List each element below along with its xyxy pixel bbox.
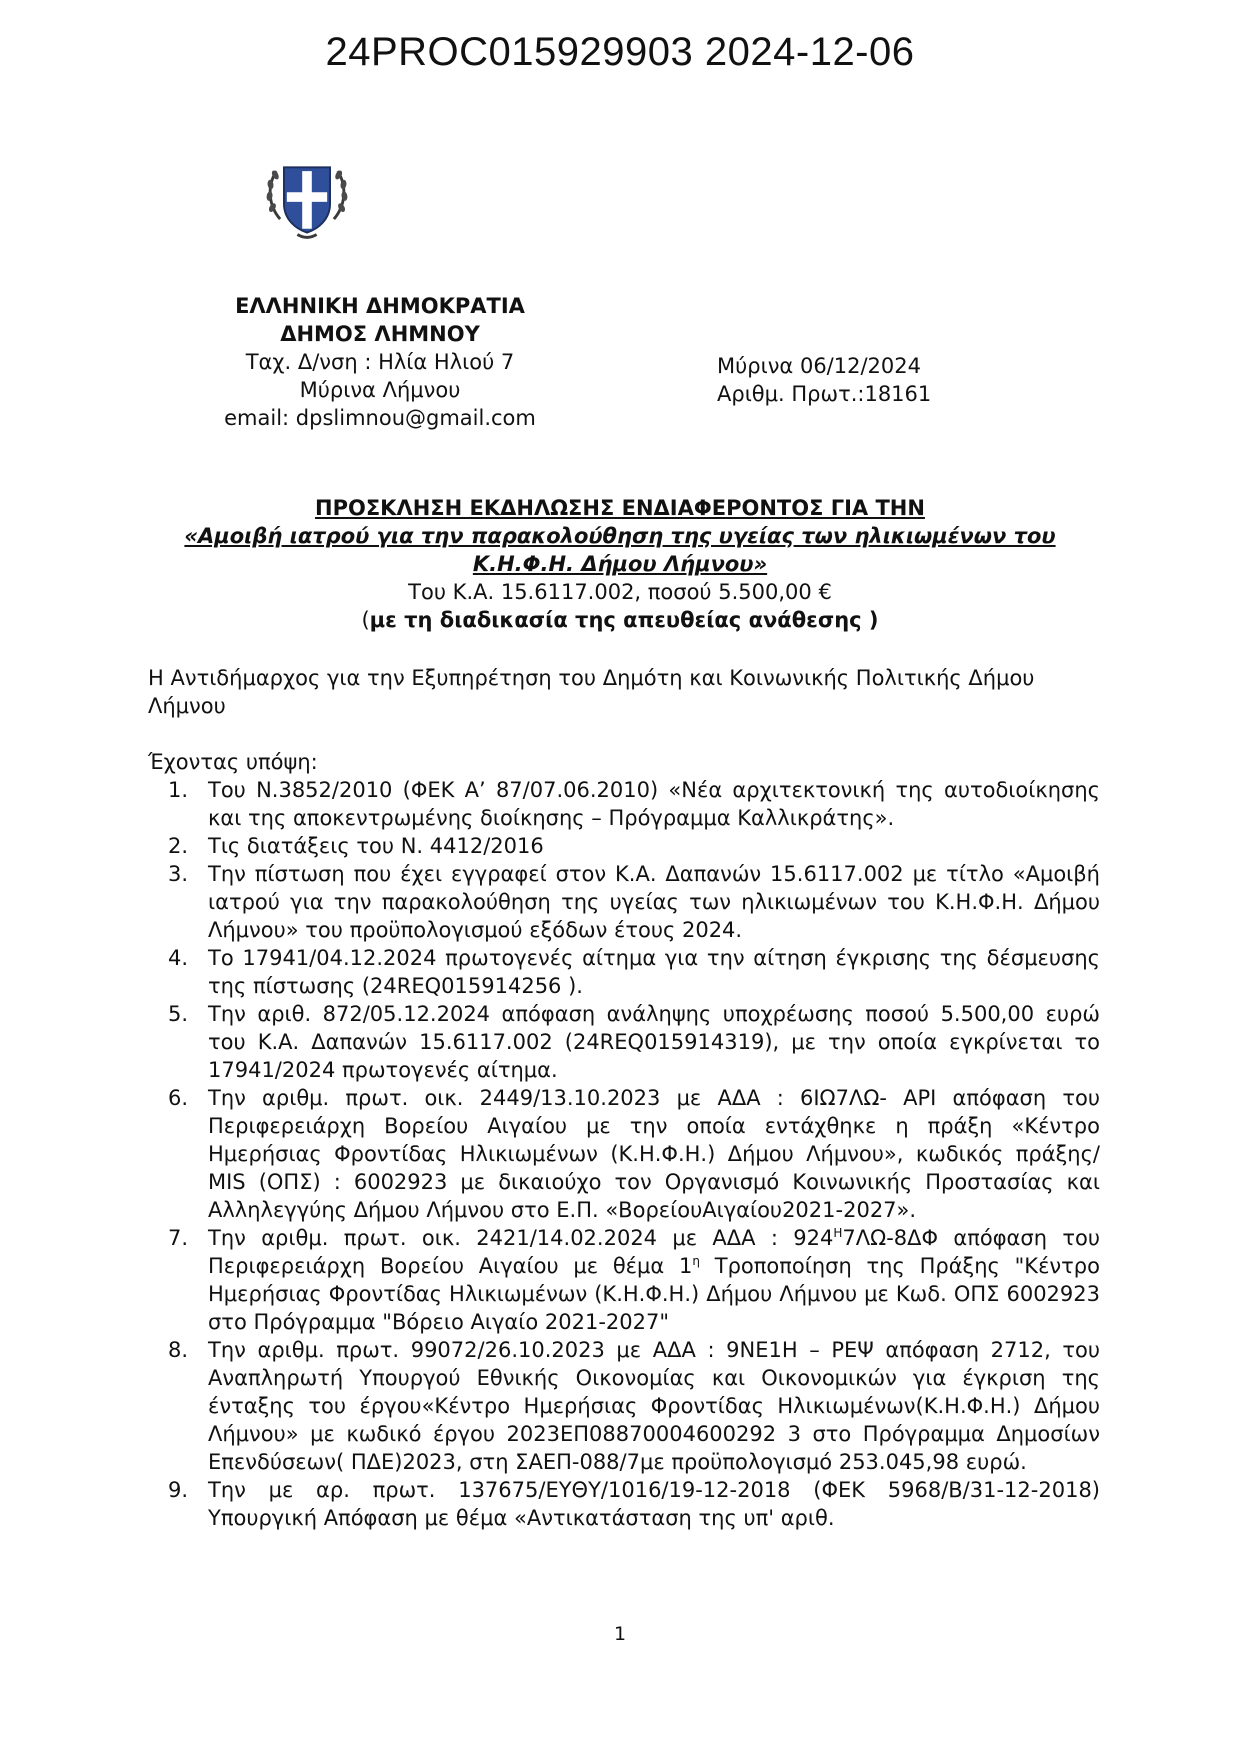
item-number: 9. bbox=[168, 1478, 189, 1502]
procedure-line bbox=[140, 606, 1100, 634]
superscript: η bbox=[692, 1254, 700, 1268]
procedure-paren: ( bbox=[361, 608, 370, 632]
list-item bbox=[148, 860, 1100, 944]
item-number: 5. bbox=[168, 1002, 189, 1026]
item-text: Την αριθμ. πρωτ. 99072/26.10.2023 με ΑΔΑ : 9ΝΕ1Η – ΡΕΨ απόφαση 2712, του Αναπληρωτή Υπουργού Εθνικής Οικονομίας και Οικονομικών για έγκριση της ένταξης του έργου«Κέντρο Ημερήσιας Φροντίδας Ηλικιωμένων(Κ.Η.Φ.Η.) Δήμου Λήμνου» με κωδικό έργου 2023ΕΠ08870004600292 3 στο Πρόγραμμα Δημοσίων Επενδύσεων( ΠΔΕ)2023, στη ΣΑΕΠ-088/7με προϋπολογισμό 253.045,98 ευρώ. bbox=[208, 1338, 1100, 1474]
list-item bbox=[148, 1224, 1100, 1336]
budget-code-line: Του Κ.Α. 15.6117.002, ποσού 5.500,00 € bbox=[408, 580, 832, 604]
considerations-list bbox=[148, 776, 1100, 1532]
item-text: Την με αρ. πρωτ. 137675/ΕΥΘΥ/1016/19-12-2018 (ΦΕΚ 5968/Β/31-12-2018) Υπουργική Απόφαση με θέμα «Αντικατάσταση της υπ' αριθ. bbox=[208, 1478, 1100, 1530]
list-item bbox=[148, 1084, 1100, 1224]
item-text: Τις διατάξεις του Ν. 4412/2016 bbox=[208, 834, 544, 858]
postal-address: Ταχ. Δ/νση : Ηλία Ηλιού 7 bbox=[245, 350, 515, 374]
item-number: 6. bbox=[168, 1086, 189, 1110]
item-text: Του Ν.3852/2010 (ΦΕΚ Α’ 87/07.06.2010) «Νέα αρχιτεκτονική της αυτοδιοίκησης και της αποκεντρωμένης διοίκησης – Πρόγραμμα Καλλικράτης». bbox=[208, 778, 1100, 830]
title-subject-line2: Κ.Η.Φ.Η. Δήμου Λήμνου» bbox=[472, 552, 768, 576]
email-address: email: dpslimnou@gmail.com bbox=[224, 406, 536, 430]
superscript: Η bbox=[833, 1226, 843, 1240]
item-number: 8. bbox=[168, 1338, 189, 1362]
item-text bbox=[208, 1226, 1100, 1334]
item-text-part: Την αριθμ. πρωτ. οικ. 2421/14.02.2024 με ΑΔΑ : 924 bbox=[208, 1226, 834, 1250]
sender-block bbox=[180, 292, 580, 432]
item-text-part: Τροποποίηση της Πράξης "Κέντρο Ημερήσιας Φροντίδας Ηλικιωμένων (Κ.Η.Φ.Η.) Δήμου Λήμνου με Κωδ. ΟΠΣ 6002923 στο Πρόγραμμα "Βόρειο Αιγαίο 2021-2027" bbox=[208, 1254, 1100, 1334]
protocol-number: Αριθμ. Πρωτ.:18161 bbox=[717, 382, 932, 406]
item-number: 2. bbox=[168, 834, 189, 858]
municipality-name: ΔΗΜΟΣ ΛΗΜΝΟΥ bbox=[280, 322, 480, 346]
city: Μύρινα Λήμνου bbox=[299, 378, 461, 402]
procedure-text: με τη διαδικασία της απευθείας ανάθεσης ) bbox=[369, 608, 879, 632]
item-text: Την αριθ. 872/05.12.2024 απόφαση ανάληψης υποχρέωσης ποσού 5.500,00 ευρώ του Κ.Α. Δαπανών 15.6117.002 (24REQ015914319), με την οποία εγκρίνεται το 17941/2024 πρωτογενές αίτημα. bbox=[208, 1002, 1100, 1082]
item-text: Το 17941/04.12.2024 πρωτογενές αίτημα για την αίτηση έγκρισης της δέσμευσης της πίστωσης (24REQ015914256 ). bbox=[208, 946, 1100, 998]
document-id: 24PROC015929903 2024-12-06 bbox=[325, 30, 915, 74]
issuer-paragraph: Η Αντιδήμαρχος για την Εξυπηρέτηση του Δημότη και Κοινωνικής Πολιτικής Δήμου Λήμνου bbox=[148, 666, 1035, 718]
item-number: 3. bbox=[168, 862, 189, 886]
item-number: 7. bbox=[168, 1226, 189, 1250]
title-heading: ΠΡΟΣΚΛΗΣΗ ΕΚΔΗΛΩΣΗΣ ΕΝΔΙΑΦΕΡΟΝΤΟΣ ΓΙΑ ΤΗΝ bbox=[315, 496, 925, 520]
item-text: Την πίστωση που έχει εγγραφεί στον Κ.Α. Δαπανών 15.6117.002 με τίτλο «Αμοιβή ιατρού για την παρακολούθηση της υγείας των ηλικιωμένων του Κ.Η.Φ.Η. Δήμου Λήμνου» του προϋπολογισμού εξόδων έτους 2024. bbox=[208, 862, 1100, 942]
country-name: ΕΛΛΗΝΙΚΗ ΔΗΜΟΚΡΑΤΙΑ bbox=[235, 294, 525, 318]
page-number: 1 bbox=[613, 1623, 627, 1645]
document-date: Μύρινα 06/12/2024 bbox=[717, 354, 921, 378]
title-subject-line1: «Αμοιβή ιατρού για την παρακολούθηση της υγείας των ηλικιωμένων του bbox=[184, 524, 1056, 548]
item-number: 1. bbox=[168, 778, 189, 802]
list-item bbox=[148, 944, 1100, 1000]
considering-heading: Έχοντας υπόψη: bbox=[148, 750, 318, 774]
item-number: 4. bbox=[168, 946, 189, 970]
date-protocol-block bbox=[717, 352, 931, 408]
item-text: Την αριθμ. πρωτ. οικ. 2449/13.10.2023 με ΑΔΑ : 6ΙΩ7ΛΩ- ΑΡΙ απόφαση του Περιφερειάρχη Βορείου Αιγαίου με την οποία εντάχθηκε η πράξη «Κέντρο Ημερήσιας Φροντίδας Ηλικιωμένων (Κ.Η.Φ.Η.) Δήμου Λήμνου», κωδικός πράξης/ MIS (ΟΠΣ) : 6002923 με δικαιούχο τον Οργανισμό Κοινωνικής Προστασίας και Αλληλεγγύης Δήμου Λήμνου στο Ε.Π. «ΒορείουΑιγαίου2021-2027». bbox=[208, 1086, 1100, 1222]
list-item bbox=[148, 776, 1100, 832]
list-item bbox=[148, 1336, 1100, 1476]
invitation-title bbox=[140, 494, 1100, 634]
list-item bbox=[148, 1476, 1100, 1532]
list-item bbox=[148, 1000, 1100, 1084]
list-item bbox=[148, 832, 1100, 860]
item-text-part: 7ΛΩ-8ΔΦ απόφαση του Περιφερειάρχη Βορείου Αιγαίου με θέμα 1 bbox=[208, 1226, 1101, 1278]
greek-coat-of-arms-icon bbox=[259, 150, 355, 246]
